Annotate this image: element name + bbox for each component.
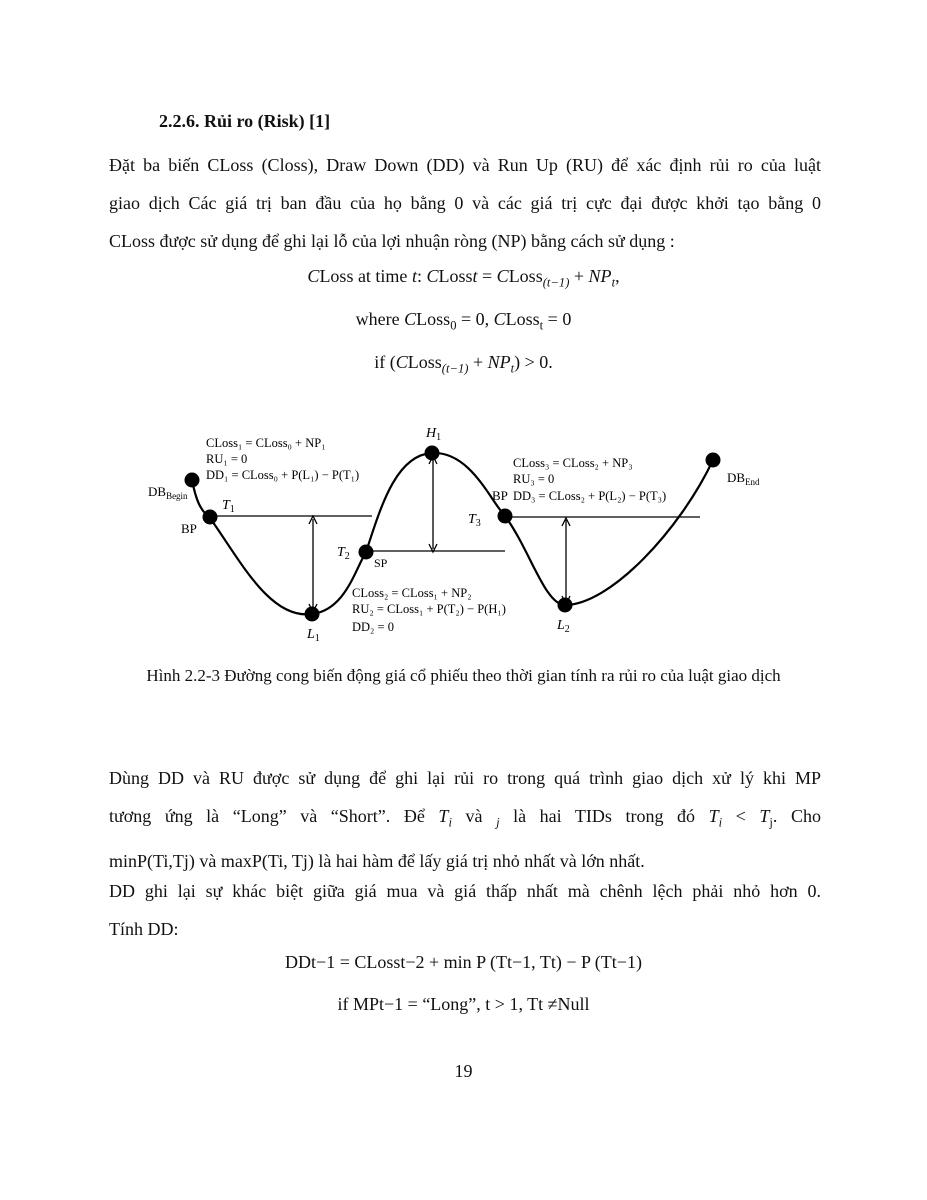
dd3-arrow: [562, 518, 570, 604]
intro-paragraph: [109, 146, 821, 260]
label-l1: $L_1$: [307, 627, 320, 644]
svg-text:RU₂ = CLoss₁ + P(T₂) − P(H₁): RU₂ = CLoss₁ + P(T₂) − P(H₁): [352, 602, 506, 616]
intro-line-1: Đặt ba biến CLoss (Closs), Draw Down (DD) và Run Up (RU) để xác định rủi ro của luật: [109, 155, 821, 175]
svg-text:DD₃ = CLoss₂ + P(L₂) − P(T₃): DD₃ = CLoss₂ + P(L₂) − P(T₃): [513, 489, 667, 503]
point-l1: [305, 607, 320, 622]
point-l2: [558, 598, 573, 613]
price-curve-diagram: [140, 420, 790, 650]
label-t3: $T_3$: [468, 512, 481, 529]
svg-text:DD₂ = 0: DD₂ = 0: [352, 620, 394, 634]
dd1-arrow: [309, 516, 317, 612]
point-t1: [203, 510, 218, 525]
label-db-end: $DB_{End}$: [727, 470, 760, 487]
label-h1: $H_1$: [426, 426, 442, 443]
para3-line-1: DD ghi lại sự khác biệt giữa giá mua và giá thấp nhất mà chênh lệch phải nhỏ hơn 0.: [109, 881, 821, 901]
label-bp2: BP: [492, 488, 508, 503]
label-db-begin: $DB_{Begin}$: [148, 484, 188, 501]
page-number: 19: [454, 1061, 473, 1081]
svg-text:CLoss₁ = CLoss₀ + NP₁: CLoss₁ = CLoss₀ + NP₁: [206, 436, 326, 450]
paragraph-2: [109, 759, 821, 880]
label-t1: $T_1$: [222, 498, 235, 515]
point-t2: [359, 545, 374, 560]
ru2-arrow: [429, 456, 437, 552]
para2-line-2: tương ứng là “Long” và “Short”. Để $T_i$ và $_j$ là hai TIDs trong đó $T_i < T_j$. Cho: [109, 806, 821, 830]
annotation-3: [513, 456, 666, 503]
label-l2: $L_2$: [557, 618, 570, 635]
svg-text:CLoss₂ = CLoss₁ + NP₂: CLoss₂ = CLoss₁ + NP₂: [352, 586, 472, 600]
annotation-1: [206, 436, 359, 482]
equation-1: CLoss at time t: CLosst = CLoss$_{(t-1)}$ + $NP_t$,: [307, 266, 620, 290]
equation-3: if (CLoss$_{(t-1)}$ + $NP_t) > 0$.: [374, 352, 553, 376]
point-t3: [498, 509, 513, 524]
label-t2: $T_2$: [337, 545, 350, 562]
equation-5: if MPt−1 = “Long”, t > 1, Tt ≠Null: [337, 994, 590, 1014]
svg-text:RU₃ = 0: RU₃ = 0: [513, 472, 555, 486]
svg-text:DD₁ = CLoss₀ + P(L₁) − P(T₁): DD₁ = CLoss₀ + P(L₁) − P(T₁): [206, 468, 360, 482]
para3-line-2: Tính DD:: [109, 919, 179, 939]
annotation-2: [352, 586, 506, 634]
label-sp: SP: [374, 556, 388, 570]
intro-line-3: CLoss được sử dụng để ghi lại lỗ của lợi nhuận ròng (NP) bằng cách sử dụng :: [109, 231, 675, 251]
point-db-end: [706, 453, 721, 468]
equation-4: DDt−1 = CLosst−2 + min P (Tt−1, Tt) − P (Tt−1): [285, 952, 642, 972]
figure-caption: Hình 2.2-3 Đường cong biến động giá cổ phiếu theo thời gian tính ra rủi ro của luật giao dịch: [146, 666, 781, 685]
svg-text:RU₁ = 0: RU₁ = 0: [206, 452, 248, 466]
para2-line-1: Dùng DD và RU được sử dụng để ghi lại rủi ro trong quá trình giao dịch xử lý khi MP: [109, 768, 821, 788]
equation-2: where CLoss$_0$ = 0, CLoss$_t$ = 0: [355, 309, 572, 333]
svg-text:CLoss₃ = CLoss₂ + NP₃: CLoss₃ = CLoss₂ + NP₃: [513, 456, 633, 470]
para2-line-3: minP(Ti,Tj) và maxP(Ti, Tj) là hai hàm để lấy giá trị nhỏ nhất và lớn nhất.: [109, 850, 645, 871]
point-db-begin: [185, 473, 200, 488]
paragraph-3: [109, 872, 821, 948]
section-heading: 2.2.6. Rủi ro (Risk) [1]: [159, 111, 331, 131]
intro-line-2: giao dịch Các giá trị ban đầu của họ bằng 0 và các giá trị cực đại được khởi tạo bằng 0: [109, 193, 821, 213]
label-bp1: BP: [181, 521, 197, 536]
point-h1: [425, 446, 440, 461]
